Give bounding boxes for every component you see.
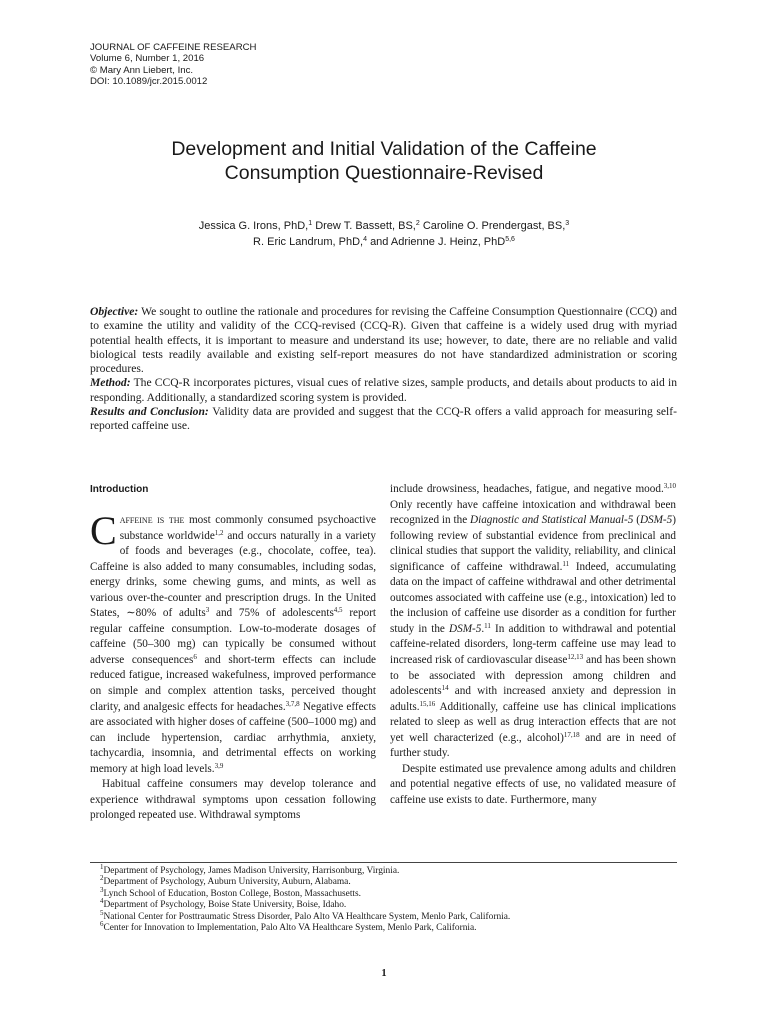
drop-cap: C xyxy=(90,508,117,553)
method-text: The CCQ-R incorporates pictures, visual cues of relative sizes, sample products, and details about products to aid in responding. Additionally, a standardized scoring system is provided. xyxy=(90,376,677,404)
author-line-2 xyxy=(60,235,708,251)
text-run: Only recently have caffeine intoxication and withdrawal been recognized in the xyxy=(390,498,676,527)
author-affiliation: 3 xyxy=(565,220,570,227)
body-column-right xyxy=(390,482,676,808)
footnote-text: Department of Psychology, Auburn University, Auburn, Alabama. xyxy=(103,877,351,888)
footnote xyxy=(100,863,510,877)
footnote xyxy=(100,908,511,923)
text-run: In addition to withdrawal and potential caffeine-related disorders, long-term caffeine use may lead to increased risk of cardiovascular disease xyxy=(390,622,677,667)
abstract xyxy=(90,305,677,434)
citation: 11 xyxy=(562,559,570,568)
footnote-text: Department of Psychology, Boise State University, Boise, Idaho. xyxy=(103,900,347,911)
citation: 3,9 xyxy=(214,761,224,770)
citation: 14 xyxy=(441,684,449,693)
text-run: report regular caffeine consumption. Low-to-moderate dosages of caffeine (50–300 mg) can typically be consumed without adverse consequences xyxy=(90,607,377,666)
text-run: following review of substantial evidence from preclinical and clinical studies that support the validity, reliability, and clinical significance of caffeine withdrawal. xyxy=(390,529,676,573)
text-run: and are in need of further study. xyxy=(390,731,677,760)
text-run: and 75% of adolescents xyxy=(215,607,334,620)
objective-label: Objective: xyxy=(90,305,139,318)
text-run: and has been shown to be associated with depression among children and adolescents xyxy=(390,654,676,698)
journal-copyright: © Mary Ann Liebert, Inc. xyxy=(90,64,194,76)
text-run: Additionally, caffeine use has clinical implications related to sleep as well as drug interaction effects that are not yet well characterized (e.g., alcohol) xyxy=(390,700,676,744)
text-run: and occurs naturally in a variety of foods and beverages (e.g., chocolate, coffee, tea). Caffeine is also added to many consumables, including sodas, energy drinks, some chewing gums, and mints, as well as various over-the-counter and prescription drugs. In the United States, ∼80% of adults xyxy=(90,529,377,620)
citation: 17,18 xyxy=(563,730,580,739)
paragraph: Despite estimated use prevalence among adults and children and potential negative effects of use, no validated measure of caffeine use exists to date. Furthermore, many xyxy=(390,762,676,806)
footnote xyxy=(100,885,510,900)
footnote-text: National Center for Posttraumatic Stress Disorder, Palo Alto VA Healthcare System, Menlo Park, California. xyxy=(103,911,511,922)
results-text: Validity data are provided and suggest that the CCQ-R offers a valid approach for measuring self-reported caffeine use. xyxy=(90,405,677,433)
abstract-objective xyxy=(90,305,677,376)
journal-doi[interactable]: DOI: 10.1089/jcr.2015.0012 xyxy=(90,76,208,88)
abstract-method xyxy=(90,376,677,405)
author-affiliation: 2 xyxy=(415,220,420,227)
abstract-results xyxy=(90,405,677,434)
section-heading-introduction: Introduction xyxy=(90,484,149,495)
journal-header xyxy=(90,42,257,88)
text-run: Indeed, accumulating data on the impact of caffeine withdrawal and other detrimental outcomes associated with caffeine use (e.g., intoxication) led to the inclusion of caffeine use disorder as a condition for further study in the xyxy=(390,560,676,635)
author-affiliation: 1 xyxy=(308,220,313,227)
citation: 3,7,8 xyxy=(285,699,300,708)
footnote-number: 2 xyxy=(100,874,104,883)
affiliation-footnotes xyxy=(100,863,511,934)
citation: 12,13 xyxy=(567,653,584,662)
author-name: R. Eric Landrum, PhD, xyxy=(253,235,364,248)
footnote-number: 5 xyxy=(100,908,104,917)
journal-name: JOURNAL OF CAFFEINE RESEARCH xyxy=(90,42,257,53)
footnote xyxy=(100,897,510,911)
citation: 3,10 xyxy=(663,482,676,490)
citation: 11 xyxy=(484,621,491,630)
method-label: Method: xyxy=(90,376,131,390)
author-list xyxy=(60,219,708,250)
results-label: Results and Conclusion: xyxy=(90,405,209,419)
text-run: Negative effects are associated with higher doses of caffeine (500–1000 mg) and can include hypertension, cardiac arrhythmia, anxiety, tachycardia, insomnia, and detrimental effects on working memory at high load levels. xyxy=(90,700,376,775)
footnote-text: Center for Innovation to Implementation, Palo Alto VA Healthcare System, Menlo Park, California. xyxy=(103,923,477,934)
citation: 6 xyxy=(193,652,197,661)
title-line-2: Consumption Questionnaire-Revised xyxy=(224,162,544,184)
objective-text: We sought to outline the rationale and procedures for revising the Caffeine Consumption Questionnaire (CCQ) and to examine the utility and validity of the CCQ-revised (CCQ-R). Given that caffeine is a widely used drug with myriad potential health effects, it is important to measure and understand its use; however, to date, there are no reliable and valid biological tests readily available and existing self-report measures do not have standardized administration or scoring procedures. xyxy=(90,305,677,376)
author-affiliation: 4 xyxy=(363,235,367,243)
citation: 4,5 xyxy=(333,606,343,615)
text-run: include drowsiness, headaches, fatigue, and negative mood. xyxy=(390,483,664,495)
body-column-left xyxy=(90,508,377,824)
text-run: and with increased anxiety and depression in adults. xyxy=(390,685,676,713)
text-run: most commonly consumed psychoactive substance worldwide xyxy=(119,514,376,542)
author-name: Jessica G. Irons, PhD, xyxy=(198,220,309,232)
manual-abbreviation: DSM-5 xyxy=(639,514,673,527)
page-number: 1 xyxy=(381,968,387,979)
manual-abbreviation: DSM-5 xyxy=(449,622,482,635)
footnote-number: 1 xyxy=(100,863,104,871)
citation: 1,2 xyxy=(214,528,224,537)
footnote xyxy=(100,874,510,888)
footnote-divider xyxy=(90,862,677,863)
paragraph: include drowsiness, headaches, fatigue, and negative mood.$^{3,10}$ Only recently have caffeine intoxication and withdrawal been recognized in the Diagnostic and Statistical Manual-5 (DSM-5) following review of substantial evidence from preclinical and clinical studies that support the validity, reliability, and clinical significance of caffeine withdrawal.$^{11}$ Indeed, accumulating data on the impact of caffeine withdrawal and other detrimental outcomes associated with caffeine use (e.g., intoxication) led to the inclusion of caffeine use disorder as a condition for further study in the DSM-5.11 In addition to withdrawal and potential caffeine-related disorders, long-term caffeine use may lead to increased risk of cardiovascular disease$^{12,13}$ and has been shown to be associated with depression among children and adolescents$^{14}$ and with increased anxiety and depression in adults.$^{15,16}$ Additionally, caffeine use has clinical implications related to sleep as well as drug interaction effects that are not yet well characterized (e.g., alcohol)$^{17,18}$ and are in need of further study. xyxy=(390,482,677,760)
paragraph: Habitual caffeine consumers may develop tolerance and experience withdrawal symptoms upon cessation following prolonged repeated use. Withdrawal symptoms xyxy=(90,778,376,822)
author-name: Caroline O. Prendergast, BS, xyxy=(422,220,566,232)
citation: 3 xyxy=(205,606,210,615)
lead-in-smallcaps: affeine is the xyxy=(119,514,185,526)
text-run: and short-term effects can include reduced fatigue, increased wakefulness, improved performance on simple and complex attention tasks, perceived thought clarity, and analgesic effects for headaches. xyxy=(90,653,376,713)
footnote-text: Department of Psychology, James Madison University, Harrisonburg, Virginia. xyxy=(103,866,400,876)
footnote-text: Lynch School of Education, Boston College, Boston, Massachusetts. xyxy=(103,888,362,899)
footnote-number: 4 xyxy=(100,897,104,906)
author-name: Drew T. Bassett, BS, xyxy=(315,220,416,232)
citation: 15,16 xyxy=(419,699,436,708)
paragraph xyxy=(90,508,377,777)
author-line-1 xyxy=(60,219,708,235)
author-name: and Adrienne J. Heinz, PhD xyxy=(370,235,506,248)
manual-title: Diagnostic and Statistical Manual-5 xyxy=(470,514,634,527)
journal-volume: Volume 6, Number 1, 2016 xyxy=(90,53,205,65)
footnote xyxy=(100,920,510,934)
author-affiliation: 5,6 xyxy=(505,235,515,243)
article-title xyxy=(60,137,708,185)
footnote-number: 3 xyxy=(100,885,104,894)
title-line-1: Development and Initial Validation of the Caffeine xyxy=(171,138,597,160)
footnote-number: 6 xyxy=(100,920,104,929)
